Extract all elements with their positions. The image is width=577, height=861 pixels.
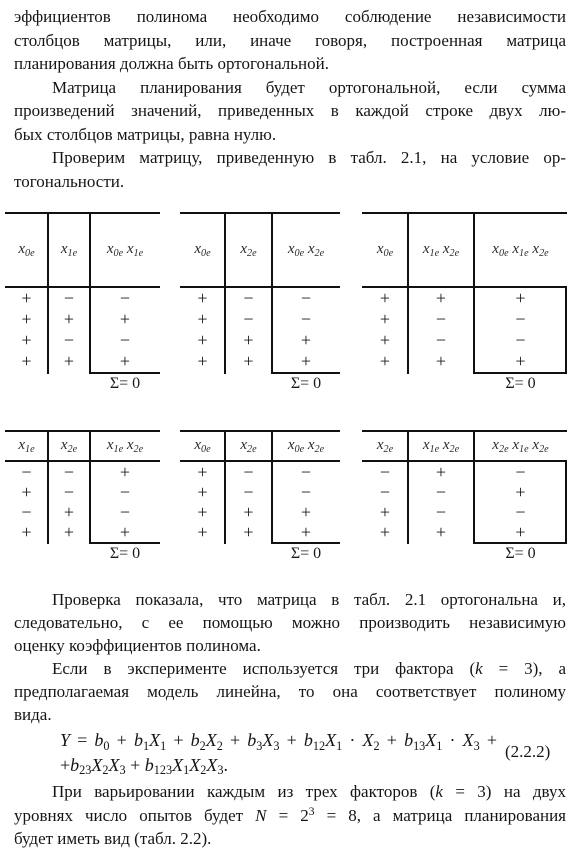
sign-cell: + — [515, 482, 526, 502]
subscript: 1 — [142, 738, 150, 753]
subscript: 2e — [133, 443, 144, 455]
sign-cell: − — [243, 288, 254, 308]
column-header-label — [377, 241, 393, 258]
sign-cell: + — [435, 351, 447, 371]
italic-symbol: b — [190, 730, 200, 750]
sign-cell: + — [21, 309, 32, 329]
italic-symbol: x — [532, 240, 540, 257]
column-header — [90, 212, 160, 286]
column-header-label — [194, 437, 210, 454]
italic-symbol: x — [126, 240, 134, 257]
subscript: 2e — [498, 443, 509, 455]
sign-cell: + — [300, 351, 312, 371]
sign-cell: − — [63, 482, 75, 502]
equation-line: $Y = b_0 + b_1X_1 + b_2X_2 + b_3X_3 + b_{12}X_1 \cdot X_2 + b_{13}X_1 \cdot X_3$ + — [60, 730, 498, 753]
italic-symbol: N — [255, 805, 267, 825]
italic-symbol: b — [247, 730, 257, 750]
subscript: 1e — [133, 247, 144, 259]
subscript: 2e — [314, 443, 325, 455]
subscript: 12 — [312, 738, 326, 753]
italic-symbol: b — [144, 754, 154, 775]
text-line: планирования должна быть ортогональной. — [14, 54, 329, 73]
subscript: 1 — [160, 738, 167, 753]
sign-cell: − — [243, 462, 254, 482]
sign-cell: + — [21, 522, 32, 542]
sum-label: Σ= 0 — [505, 545, 536, 562]
sign-cell: + — [119, 462, 131, 482]
subscript: 2 — [102, 763, 109, 778]
sign-cell: + — [63, 502, 75, 522]
text-line: эффициентов полинома необходимо соблюдение независимости — [14, 7, 566, 26]
italic-symbol: x — [60, 436, 68, 453]
italic-symbol: k — [475, 659, 483, 678]
sign-cell: + — [379, 330, 391, 350]
italic-symbol: x — [240, 436, 248, 453]
sign-cell: + — [21, 351, 32, 371]
subscript: 2e — [314, 247, 325, 259]
sign-cell: − — [300, 482, 312, 502]
italic-symbol: X — [462, 730, 474, 750]
subscript: 2 — [199, 738, 206, 753]
subscript: 1e — [519, 247, 529, 259]
subscript: 2 — [373, 738, 380, 753]
column-header-label — [240, 437, 256, 454]
sign-cell: − — [119, 330, 131, 350]
italic-symbol: x — [512, 436, 520, 453]
text-line: уровнях число опытов будет $N = 2^3 = 8$, а матрица планирования — [14, 804, 566, 825]
subscript: 2 — [200, 763, 207, 778]
column-header-label — [107, 437, 143, 454]
sign-cell: + — [197, 351, 208, 371]
subscript: 3 — [273, 738, 280, 753]
italic-symbol: x — [18, 436, 26, 453]
sign-cell: − — [300, 288, 312, 308]
subscript: 123 — [153, 763, 173, 778]
italic-symbol: b — [94, 730, 104, 750]
subscript: 2 — [216, 738, 223, 753]
column-header — [272, 430, 340, 460]
column-header-label — [18, 437, 34, 454]
italic-symbol: x — [307, 240, 315, 257]
italic-symbol: x — [512, 240, 520, 257]
sign-cell: − — [435, 502, 447, 522]
italic-symbol: x — [194, 436, 202, 453]
sign-cell: − — [300, 462, 312, 482]
sign-cell: − — [515, 462, 526, 482]
sign-cell: + — [515, 522, 526, 542]
column-header-label — [194, 241, 210, 258]
sign-cell: + — [515, 288, 526, 308]
sign-cell: + — [435, 462, 447, 482]
column-header — [474, 212, 567, 286]
sign-cell: + — [197, 330, 208, 350]
column-header-label — [240, 241, 256, 258]
italic-symbol: Y — [60, 730, 71, 750]
sign-cell: − — [515, 309, 526, 329]
italic-symbol: x — [492, 240, 499, 257]
subscript: 2e — [539, 443, 549, 455]
orthogonality-table — [180, 212, 340, 394]
italic-symbol: b — [133, 730, 143, 750]
italic-symbol: x — [532, 436, 540, 453]
italic-symbol: b — [404, 730, 414, 750]
column-header — [408, 430, 474, 460]
italic-symbol: X — [91, 754, 103, 775]
sum-label: Σ= 0 — [109, 375, 141, 392]
column-header — [272, 212, 340, 286]
italic-symbol: x — [287, 240, 295, 257]
italic-symbol: X — [189, 754, 201, 775]
sign-cell: − — [435, 482, 447, 502]
column-header-label — [288, 437, 324, 454]
column-header — [5, 212, 48, 286]
column-header-label — [61, 241, 77, 258]
sign-cell: − — [63, 288, 75, 308]
subscript: 0e — [25, 247, 35, 259]
text-line: следовательно, с ее помощью можно производить независимую — [14, 613, 566, 632]
column-header — [90, 430, 160, 460]
sign-cell: + — [379, 522, 391, 542]
sign-cell: + — [243, 522, 254, 542]
subscript: 1e — [113, 443, 124, 455]
column-header-label — [61, 437, 77, 454]
sign-cell: + — [379, 351, 391, 371]
sum-label: Σ= 0 — [290, 545, 322, 562]
subscript: 2e — [67, 443, 78, 455]
paragraph — [14, 588, 566, 657]
column-header — [225, 212, 272, 286]
subscript: 2e — [247, 247, 257, 259]
subscript: 1e — [25, 443, 35, 455]
italic-symbol: X — [362, 730, 374, 750]
text-line: Если в эксперименте используется три фактора (k = 3), а — [52, 659, 566, 678]
sign-cell: + — [379, 502, 391, 522]
sign-cell: − — [379, 482, 391, 502]
subscript: 0e — [201, 443, 211, 455]
sign-cell: − — [300, 309, 312, 329]
column-header-label — [18, 241, 34, 258]
sign-cell: − — [21, 502, 32, 522]
italic-symbol: x — [106, 240, 114, 257]
sum-label: Σ= 0 — [290, 375, 322, 392]
sign-cell: + — [197, 309, 208, 329]
sign-cell: + — [300, 502, 312, 522]
sign-cell: − — [21, 462, 32, 482]
sign-cell: − — [379, 462, 391, 482]
italic-symbol: X — [206, 754, 218, 775]
text-line: оценку коэффициентов полинома. — [14, 636, 261, 655]
column-header — [474, 430, 567, 460]
column-header-label — [423, 437, 459, 454]
column-header-label — [288, 241, 324, 258]
sign-cell: + — [197, 288, 208, 308]
subscript: 13 — [413, 738, 426, 753]
column-header — [48, 212, 90, 286]
italic-symbol: X — [325, 730, 337, 750]
sign-cell: + — [243, 502, 254, 522]
superscript: 3 — [308, 804, 315, 818]
text-line: вида. — [14, 705, 52, 724]
subscript: 2e — [539, 247, 549, 259]
sign-cell: + — [435, 522, 447, 542]
subscript: 3 — [473, 738, 480, 753]
sign-cell: − — [119, 502, 131, 522]
subscript: 1e — [429, 443, 440, 455]
subscript: 0e — [498, 247, 509, 259]
sign-cell: − — [243, 482, 254, 502]
sign-cell: + — [197, 502, 208, 522]
column-header — [362, 212, 408, 286]
column-header-label — [492, 437, 548, 454]
text-line: тогональности. — [14, 171, 125, 191]
sign-cell: − — [515, 330, 526, 350]
subscript: 3 — [119, 763, 126, 778]
italic-symbol: x — [287, 436, 295, 453]
italic-symbol: X — [205, 730, 217, 750]
sign-cell: + — [119, 351, 131, 371]
subscript: 1e — [519, 443, 529, 455]
subscript: 0e — [294, 443, 305, 455]
sign-cell: + — [119, 309, 131, 329]
orthogonality-table — [180, 430, 340, 564]
italic-symbol: X — [425, 730, 437, 750]
sign-cell: + — [21, 482, 32, 502]
italic-symbol: x — [442, 436, 450, 453]
subscript: 0e — [201, 247, 211, 259]
italic-symbol: x — [126, 436, 134, 453]
orthogonality-table — [362, 212, 567, 394]
text-line: предполагаемая модель линейна, то она соответствует полиному — [14, 682, 566, 701]
subscript: 2e — [247, 443, 257, 455]
italic-symbol: X — [108, 754, 120, 775]
italic-symbol: x — [376, 240, 384, 257]
italic-symbol: x — [492, 436, 499, 453]
column-header-label — [492, 241, 548, 258]
subscript: 0 — [103, 738, 110, 753]
sign-cell: − — [63, 462, 75, 482]
subscript: 2e — [383, 443, 394, 455]
subscript: 0e — [294, 247, 305, 259]
sign-cell: − — [119, 482, 131, 502]
sum-label: Σ= 0 — [109, 545, 141, 562]
column-header-label — [377, 437, 393, 454]
subscript: 1e — [429, 247, 440, 259]
italic-symbol: x — [240, 240, 248, 257]
sign-cell: − — [119, 288, 131, 308]
text-line: столбцов матрицы, или, иначе говоря, построенная матрица — [14, 30, 566, 50]
italic-symbol: x — [307, 436, 315, 453]
subscript: 1e — [67, 247, 78, 259]
subscript: 1 — [336, 738, 343, 753]
sign-cell: − — [243, 309, 254, 329]
column-header — [362, 430, 408, 460]
equation-line: $+b_{23}X_2X_3 + b_{123}X_1X_2X_3$. — [60, 754, 229, 778]
sign-cell: + — [243, 330, 254, 350]
text-line: Проверим матрицу, приведенную в табл. 2.1, на условие ор- — [52, 148, 566, 167]
column-header — [5, 430, 48, 460]
italic-symbol: X — [172, 754, 184, 775]
italic-symbol: x — [422, 240, 430, 257]
sign-cell: + — [435, 288, 447, 308]
sum-label: Σ= 0 — [505, 375, 536, 392]
sign-cell: + — [63, 351, 75, 371]
italic-symbol: X — [262, 730, 274, 750]
sign-cell: + — [300, 522, 312, 542]
sign-cell: − — [435, 330, 447, 350]
text-line: При варьировании каждым из трех факторов (k = 3) на двух — [52, 782, 566, 801]
sign-cell: + — [63, 309, 75, 329]
paragraph — [14, 657, 566, 726]
sign-cell: + — [63, 522, 75, 542]
sign-cell: + — [21, 288, 32, 308]
column-header-label — [107, 241, 143, 258]
sign-cell: − — [515, 502, 526, 522]
sign-cell: + — [379, 288, 391, 308]
italic-symbol: X — [149, 730, 161, 750]
sign-cell: + — [197, 522, 208, 542]
orthogonality-table — [362, 430, 567, 564]
column-header — [225, 430, 272, 460]
column-header — [180, 212, 225, 286]
column-header — [408, 212, 474, 286]
subscript: 1 — [183, 763, 190, 778]
equation — [60, 728, 497, 777]
sign-cell: + — [300, 330, 312, 350]
sign-cell: + — [119, 522, 131, 542]
text-line: произведений значений, приведенных в каждой строке двух лю- — [14, 101, 566, 120]
orthogonality-table — [5, 212, 160, 394]
sign-cell: + — [197, 462, 208, 482]
italic-symbol: x — [376, 436, 384, 453]
sign-cell: − — [435, 309, 447, 329]
text-line: бых столбцов матрицы, равна нулю. — [14, 124, 277, 144]
orthogonality-table — [5, 430, 160, 564]
subscript: 23 — [79, 763, 92, 778]
italic-symbol: x — [194, 240, 202, 257]
italic-symbol: k — [435, 782, 443, 801]
sign-cell: − — [63, 330, 75, 350]
sign-cell: + — [243, 351, 254, 371]
subscript: 2e — [449, 247, 460, 259]
text-line: Проверка показала, что матрица в табл. 2.1 ортогональна и, — [52, 590, 566, 609]
italic-symbol: b — [303, 730, 313, 750]
sign-cell: + — [379, 309, 391, 329]
end-text — [14, 780, 566, 851]
sign-cell: + — [197, 482, 208, 502]
italic-symbol: x — [18, 240, 26, 257]
subscript: 2e — [449, 443, 460, 455]
equation-number: (2.2.2) — [505, 742, 551, 761]
subscript: 0e — [113, 247, 124, 259]
subscript: 1 — [436, 738, 443, 753]
text-line: Матрица планирования будет ортогональной, если сумма — [52, 77, 566, 97]
italic-symbol: b — [70, 754, 80, 775]
bottom-text — [14, 588, 566, 726]
italic-symbol: x — [422, 436, 430, 453]
subscript: 3 — [256, 738, 263, 753]
subscript: 3 — [217, 763, 224, 778]
column-header — [180, 430, 225, 460]
subscript: 0e — [383, 247, 394, 259]
column-header-label — [423, 241, 459, 258]
italic-symbol: x — [60, 240, 68, 257]
italic-symbol: x — [442, 240, 450, 257]
sign-cell: + — [21, 330, 32, 350]
text-line: будет иметь вид (табл. 2.2). — [14, 829, 212, 848]
sign-cell: + — [515, 351, 526, 371]
paragraph — [14, 780, 566, 851]
italic-symbol: x — [106, 436, 114, 453]
column-header — [48, 430, 90, 460]
